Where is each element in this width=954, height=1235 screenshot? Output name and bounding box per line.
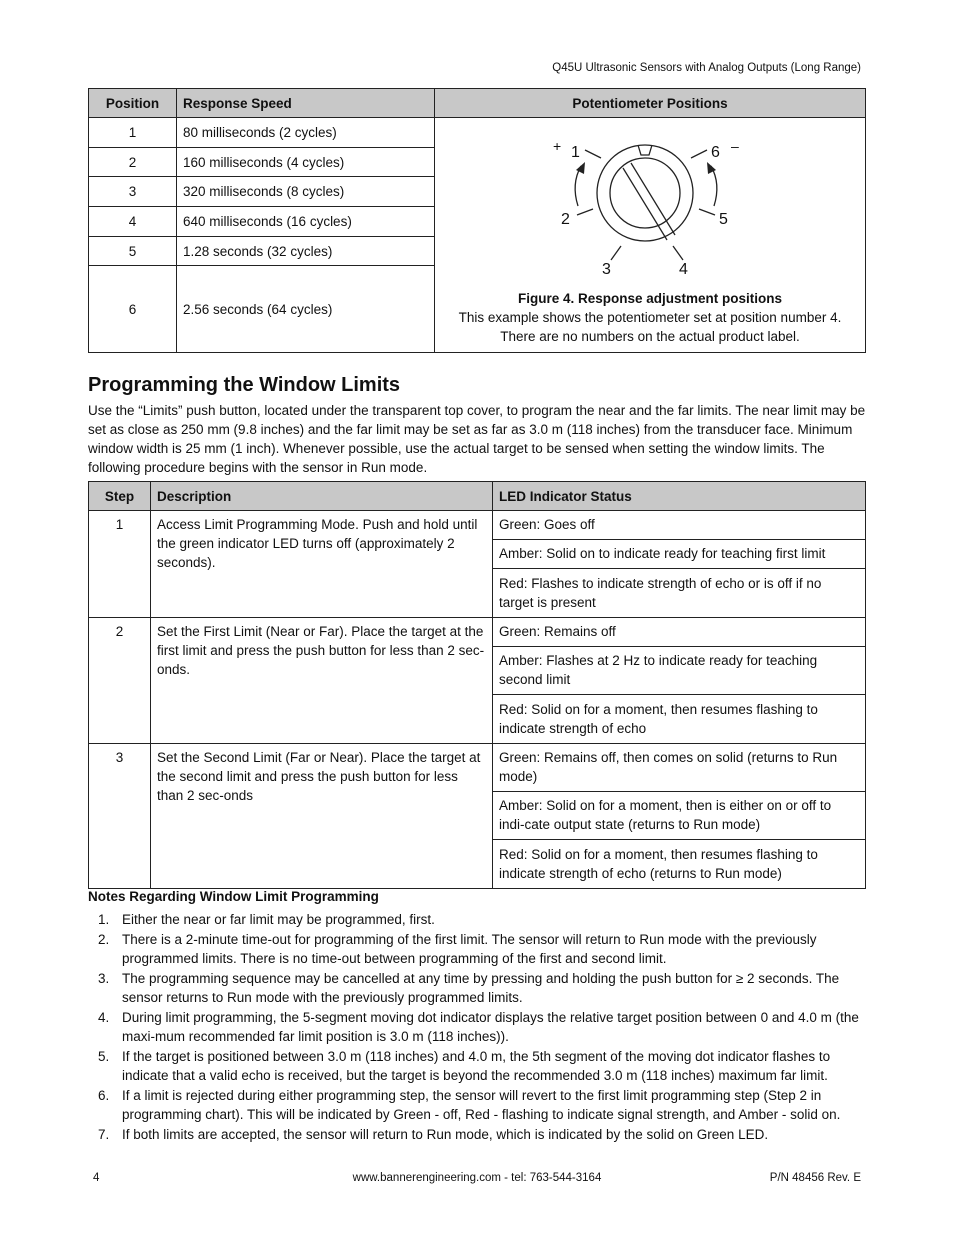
dial-label-4: 4: [679, 261, 688, 278]
step-description: Set the First Limit (Near or Far). Place the target at the first limit and press the push button for less than 2 sec-onds.: [151, 618, 493, 744]
list-item: 1. Either the near or far limit may be programmed, first.: [98, 912, 435, 927]
tick-2: [577, 209, 593, 215]
dial-label-1: 1: [571, 144, 580, 161]
position-cell: 2: [89, 148, 177, 177]
speed-cell: 640 milliseconds (16 cycles): [177, 207, 435, 237]
dial-slot-line-a: [623, 168, 667, 240]
position-cell: 6: [89, 266, 177, 353]
arrow-right-head: [707, 162, 716, 174]
footer-contact: www.bannerengineering.com - tel: 763-544-3164: [352, 1172, 602, 1184]
list-item: 3. The programming sequence may be cancelled at any time by pressing and holding the push button for ≥ 2 seconds. The sensor returns to Run mode with the previously programmed limits.: [98, 970, 840, 1005]
notes-title: Notes Regarding Window Limit Programming: [88, 889, 379, 904]
led-status-amber: Amber: Flashes at 2 Hz to indicate ready for teaching second limit: [493, 647, 866, 695]
column-header-led-status: LED Indicator Status: [493, 482, 866, 511]
notes-list: [88, 910, 868, 1144]
column-header-position: Position: [89, 89, 177, 118]
dial-plus-sign: +: [553, 138, 562, 154]
document-header-title: Q45U Ultrasonic Sensors with Analog Outputs (Long Range): [552, 62, 861, 74]
dial-label-5: 5: [719, 211, 728, 228]
tick-4: [673, 246, 683, 260]
figure-caption: [445, 289, 855, 346]
programming-steps-table: [88, 481, 866, 889]
footer-page-number: 4: [93, 1172, 100, 1184]
step-description: Set the Second Limit (Far or Near). Place the target at the second limit and press the push button for less than 2 sec-onds: [151, 744, 493, 889]
dial-inner-circle: [610, 158, 680, 228]
step-number: 2: [89, 618, 151, 744]
dial-label-3: 3: [602, 261, 611, 278]
dial-minus-sign: –: [731, 138, 739, 154]
figure-description: This example shows the potentiometer set at position number 4. There are no numbers on the actual product label.: [458, 310, 842, 344]
led-status-red: Red: Solid on for a moment, then resumes flashing to indicate strength of echo (returns to Run mode): [493, 840, 866, 889]
led-status-green: Green: Remains off, then comes on solid (returns to Run mode): [493, 744, 866, 792]
led-status-red: Red: Flashes to indicate strength of echo or is off if no target is present: [493, 569, 866, 618]
speed-cell: 80 milliseconds (2 cycles): [177, 118, 435, 148]
column-header-response-speed: Response Speed: [177, 89, 435, 118]
step-description: Access Limit Programming Mode. Push and hold until the green indicator LED turns off (approximately 2 seconds).: [151, 511, 493, 618]
list-item: 6. If a limit is rejected during either programming step, the sensor will revert to the first limit programming step (Step 2 in programming chart). This will be indicated by Green - off, Red - flashing to indicate signal strength, and Amber - solid on.: [98, 1087, 841, 1122]
list-item: 2. There is a 2-minute time-out for programming of the first limit. The sensor will return to Run mode with the previously programmed limits. There is no time-out between programming of the first and second limit.: [98, 931, 817, 966]
section-intro-paragraph: Use the “Limits” push button, located under the transparent top cover, to program the near and the far limits. The near limit may be set as close as 250 mm (9.8 inches) and the far limit may be set as far as 3.0 m (118 inches) from the transducer face. Minimum window width is 25 mm (1 inch). Whenever possible, use the actual target to be sensed when setting the window limits. The following procedure begins with the sensor in Run mode.: [88, 403, 866, 475]
step-number: 3: [89, 744, 151, 889]
figure-title: Figure 4. Response adjustment positions: [517, 291, 783, 306]
list-item: 5. If the target is positioned between 3.0 m (118 inches) and 4.0 m, the 5th segment of the moving dot indicator flashes to indicate that a valid echo is received, but the target is beyond the recommended 3.0 m (118 inches) maximum far limit.: [98, 1048, 831, 1083]
step-number: 1: [89, 511, 151, 618]
speed-cell: 320 milliseconds (8 cycles): [177, 177, 435, 207]
led-status-amber: Amber: Solid on for a moment, then is either on or off to indi-cate output state (returns to Run mode): [493, 792, 866, 840]
tick-1: [585, 150, 601, 158]
led-status-amber: Amber: Solid on to indicate ready for teaching first limit: [493, 540, 866, 569]
position-cell: 3: [89, 177, 177, 207]
dial-outer-circle: [597, 145, 693, 241]
dial-slot-line-b: [631, 163, 675, 235]
tick-6: [691, 150, 707, 158]
led-status-green: Green: Remains off: [493, 618, 866, 647]
list-item: 7. If both limits are accepted, the sensor will return to Run mode, which is indicated by the solid on Green LED.: [98, 1126, 769, 1142]
potentiometer-figure-cell: [435, 118, 866, 353]
tick-3: [611, 246, 621, 260]
response-speed-table: [88, 88, 866, 353]
dial-label-6: 6: [711, 144, 720, 161]
position-cell: 4: [89, 207, 177, 237]
tick-5: [699, 209, 715, 215]
list-item: 4. During limit programming, the 5-segment moving dot indicator displays the relative target position between 0 and 4.0 m (the maxi-mum recommended far limit position is 3.0 m (118 inches)).: [98, 1009, 859, 1044]
position-cell: 5: [89, 237, 177, 266]
column-header-potentiometer: Potentiometer Positions: [435, 89, 866, 118]
led-status-red: Red: Solid on for a moment, then resumes flashing to indicate strength of echo: [493, 695, 866, 744]
speed-cell: 1.28 seconds (32 cycles): [177, 237, 435, 266]
column-header-step: Step: [89, 482, 151, 511]
arrow-left-head: [576, 162, 585, 174]
led-status-green: Green: Goes off: [493, 511, 866, 540]
position-cell: 1: [89, 118, 177, 148]
section-title: Programming the Window Limits: [88, 374, 401, 396]
footer-part-number: P/N 48456 Rev. E: [769, 1172, 861, 1184]
speed-cell: 160 milliseconds (4 cycles): [177, 148, 435, 177]
potentiometer-dial-diagram: [435, 118, 865, 278]
speed-cell: 2.56 seconds (64 cycles): [177, 266, 435, 353]
column-header-description: Description: [151, 482, 493, 511]
dial-label-2: 2: [561, 211, 570, 228]
dial-notch: [638, 145, 652, 155]
